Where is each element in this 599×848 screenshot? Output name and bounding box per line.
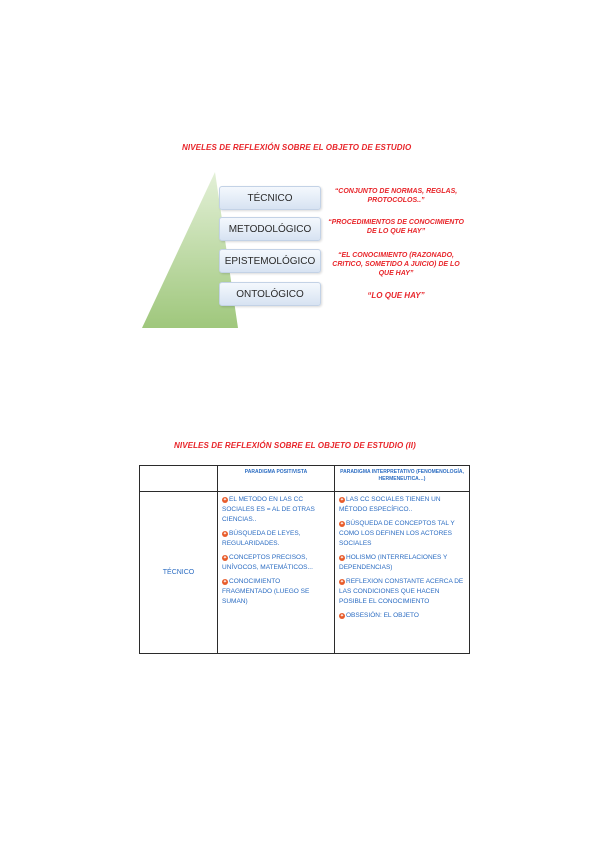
bullet-icon: ✦ — [222, 555, 228, 561]
bullet-icon: ✦ — [222, 531, 228, 537]
positivista-cell — [218, 492, 335, 654]
interpretativo-cell — [335, 492, 470, 654]
bullet-icon: ✦ — [339, 521, 345, 527]
header-positivista: PARADIGMA POSITIVISTA — [218, 466, 335, 492]
list-item: ✦ LAS CC SOCIALES TIENEN UN MÉTODO ESPECÍFICO.. — [339, 496, 441, 513]
list-item: ✦ EL METODO EN LAS CC SOCIALES ES = AL DE OTRAS CIENCIAS.. — [222, 496, 315, 523]
list-item: ✦ BÚSQUEDA DE LEYES, REGULARIDADES. — [222, 530, 301, 547]
paradigm-table — [139, 465, 470, 654]
level-ontologico: ONTOLÓGICO — [219, 282, 321, 306]
bullet-icon: ✦ — [339, 579, 345, 585]
list-item: ✦ HOLISMO (INTERRELACIONES Y DEPENDENCIAS) — [339, 554, 448, 571]
bullet-icon: ✦ — [339, 613, 345, 619]
level-metodologico: METODOLÓGICO — [219, 217, 321, 241]
desc-epistemologico: “EL CONOCIMIENTO (RAZONADO, CRITICO, SOMETIDO A JUICIO) DE LO QUE HAY” — [332, 252, 460, 277]
desc-metodologico: “PROCEDIMIENTOS DE CONOCIMIENTO DE LO QUE HAY” — [328, 219, 464, 235]
list-item: ✦ BÚSQUEDA DE CONCEPTOS TAL Y COMO LOS DEFINEN LOS ACTORES SOCIALES — [339, 520, 455, 547]
section-1-title: NIVELES DE REFLEXIÓN SOBRE EL OBJETO DE ESTUDIO — [182, 143, 412, 152]
row-label-tecnico: TÉCNICO — [140, 492, 218, 654]
list-item: ✦ CONCEPTOS PRECISOS, UNÍVOCOS, MATEMÁTICOS... — [222, 554, 313, 571]
level-epistemologico: EPISTEMOLÓGICO — [219, 249, 321, 273]
bullet-icon: ✦ — [222, 579, 228, 585]
desc-ontologico: “LO QUE HAY” — [367, 291, 425, 300]
desc-tecnico: “CONJUNTO DE NORMAS, REGLAS, PROTOCOLOS..” — [334, 188, 458, 204]
header-interpretativo: PARADIGMA INTERPRETATIVO (FENOMENOLOGÍA, HERMENEUTICA…) — [335, 466, 470, 492]
level-tecnico: TÉCNICO — [219, 186, 321, 210]
section-2-title: NIVELES DE REFLEXIÓN SOBRE EL OBJETO DE ESTUDIO (II) — [174, 441, 416, 450]
header-empty — [140, 466, 218, 492]
bullet-icon: ✦ — [339, 497, 345, 503]
list-item: ✦ CONOCIMIENTO FRAGMENTADO (LUEGO SE SUMAN) — [222, 578, 310, 605]
bullet-icon: ✦ — [222, 497, 228, 503]
bullet-icon: ✦ — [339, 555, 345, 561]
list-item: ✦ OBSESIÓN: EL OBJETO — [339, 612, 419, 619]
list-item: ✦ REFLEXION CONSTANTE ACERCA DE LAS CONDICIONES QUE HACEN POSIBLE EL CONOCIMIENTO — [339, 578, 464, 605]
